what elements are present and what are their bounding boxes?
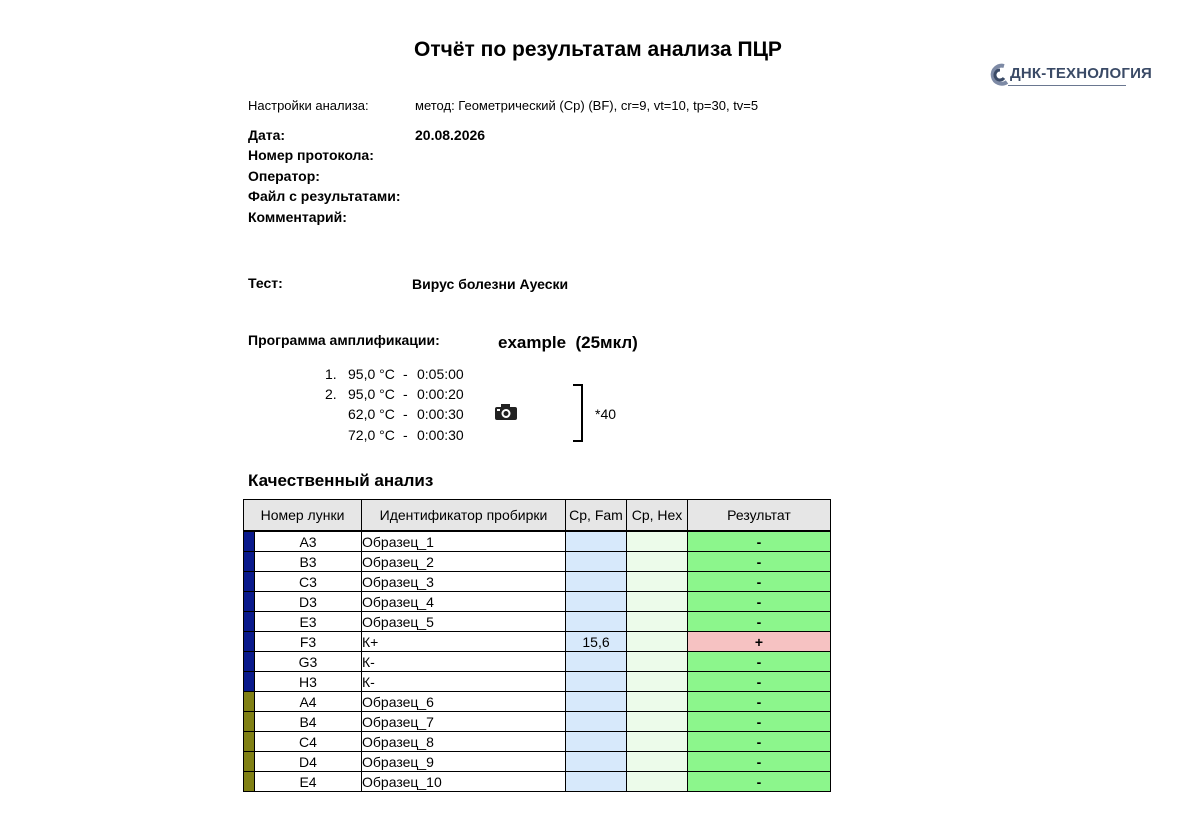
group-marker <box>244 712 255 732</box>
step-temperature: 62,0 °С <box>348 406 395 422</box>
cp-hex-cell <box>627 612 688 632</box>
well-cell: F3 <box>255 632 362 652</box>
section-title: Качественный анализ <box>248 471 434 490</box>
result-cell: - <box>688 732 831 752</box>
settings-label: Настройки анализа: <box>248 98 369 113</box>
step-time: 0:00:30 <box>417 406 464 422</box>
result-cell: - <box>688 752 831 772</box>
header-cp-fam: Cp, Fam <box>566 500 627 532</box>
step-dash: - <box>403 427 408 443</box>
step-temperature: 72,0 °С <box>348 427 395 443</box>
step-dash: - <box>403 386 408 402</box>
result-cell: - <box>688 692 831 712</box>
cp-hex-cell <box>627 732 688 752</box>
well-cell: E4 <box>255 772 362 792</box>
date-value: 20.08.2026 <box>415 127 486 143</box>
result-cell: - <box>688 552 831 572</box>
result-cell: - <box>688 672 831 692</box>
well-cell: B4 <box>255 712 362 732</box>
table-header-row <box>244 500 831 532</box>
header-tube-id: Идентификатор пробирки <box>362 500 566 532</box>
program-label: Программа амплификации: <box>248 332 440 348</box>
logo-text: ДНК-ТЕХНОЛОГИЯ <box>1010 65 1153 82</box>
tube-id-cell: Образец_8 <box>362 732 566 752</box>
table-row <box>244 572 831 592</box>
result-cell: + <box>688 632 831 652</box>
cp-hex-cell <box>627 652 688 672</box>
cp-hex-cell <box>627 772 688 792</box>
table-row <box>244 672 831 692</box>
tube-id-cell: Образец_1 <box>362 531 566 552</box>
well-cell: C4 <box>255 732 362 752</box>
well-cell: C3 <box>255 572 362 592</box>
tube-id-cell: Образец_5 <box>362 612 566 632</box>
logo-underline <box>1008 85 1126 86</box>
group-marker <box>244 612 255 632</box>
cp-fam-cell <box>566 612 627 632</box>
cp-fam-cell <box>566 592 627 612</box>
cp-fam-cell <box>566 552 627 572</box>
step-time: 0:00:30 <box>417 427 464 443</box>
result-cell: - <box>688 572 831 592</box>
well-cell: B3 <box>255 552 362 572</box>
test-value: Вирус болезни Ауески <box>412 276 569 292</box>
group-marker <box>244 531 255 552</box>
company-logo <box>988 60 1153 90</box>
cp-fam-cell: 15,6 <box>566 632 627 652</box>
cp-hex-cell <box>627 552 688 572</box>
camera-icon <box>494 402 518 422</box>
header-result: Результат <box>688 500 831 532</box>
step-dash: - <box>403 366 408 382</box>
cp-fam-cell <box>566 772 627 792</box>
group-marker <box>244 572 255 592</box>
cp-hex-cell <box>627 712 688 732</box>
group-marker <box>244 632 255 652</box>
step-time: 0:00:20 <box>417 386 464 402</box>
table-row <box>244 692 831 712</box>
group-marker <box>244 652 255 672</box>
header-cp-hex: Cp, Hex <box>627 500 688 532</box>
tube-id-cell: Образец_6 <box>362 692 566 712</box>
cp-fam-cell <box>566 531 627 552</box>
step-time: 0:05:00 <box>417 366 464 382</box>
well-cell: A4 <box>255 692 362 712</box>
step-number: 2. <box>325 386 337 402</box>
tube-id-cell: К+ <box>362 632 566 652</box>
result-cell: - <box>688 652 831 672</box>
tube-id-cell: Образец_10 <box>362 772 566 792</box>
result-cell: - <box>688 612 831 632</box>
header-well: Номер лунки <box>244 500 362 532</box>
date-label: Дата: <box>248 127 286 143</box>
step-temperature: 95,0 °С <box>348 386 395 402</box>
cp-hex-cell <box>627 572 688 592</box>
settings-value: метод: Геометрический (Cp) (BF), cr=9, vt=10, tp=30, tv=5 <box>415 98 759 113</box>
cp-fam-cell <box>566 672 627 692</box>
well-cell: A3 <box>255 531 362 552</box>
program-value: example (25мкл) <box>498 333 638 352</box>
report-title: Отчёт по результатам анализа ПЦР <box>414 38 782 61</box>
cycle-bracket <box>573 384 583 442</box>
well-cell: E3 <box>255 612 362 632</box>
cp-hex-cell <box>627 672 688 692</box>
tube-id-cell: К- <box>362 672 566 692</box>
tube-id-cell: Образец_3 <box>362 572 566 592</box>
cp-fam-cell <box>566 712 627 732</box>
results-table <box>243 499 831 792</box>
table-row <box>244 752 831 772</box>
result-cell: - <box>688 592 831 612</box>
table-row <box>244 592 831 612</box>
table-row <box>244 712 831 732</box>
cp-hex-cell <box>627 592 688 612</box>
well-cell: D3 <box>255 592 362 612</box>
group-marker <box>244 692 255 712</box>
protocol-label: Номер протокола: <box>248 147 374 163</box>
file-label: Файл с результатами: <box>248 188 401 204</box>
well-cell: G3 <box>255 652 362 672</box>
cp-fam-cell <box>566 572 627 592</box>
cp-hex-cell <box>627 632 688 652</box>
table-row <box>244 732 831 752</box>
table-row <box>244 652 831 672</box>
result-cell: - <box>688 772 831 792</box>
cycle-count: *40 <box>595 406 617 422</box>
step-dash: - <box>403 406 408 422</box>
group-marker <box>244 732 255 752</box>
step-number: 1. <box>325 366 337 382</box>
tube-id-cell: К- <box>362 652 566 672</box>
table-row <box>244 772 831 792</box>
operator-label: Оператор: <box>248 168 320 184</box>
cp-fam-cell <box>566 692 627 712</box>
cp-hex-cell <box>627 752 688 772</box>
tube-id-cell: Образец_2 <box>362 552 566 572</box>
group-marker <box>244 592 255 612</box>
group-marker <box>244 752 255 772</box>
well-cell: D4 <box>255 752 362 772</box>
well-cell: H3 <box>255 672 362 692</box>
tube-id-cell: Образец_4 <box>362 592 566 612</box>
group-marker <box>244 672 255 692</box>
cp-fam-cell <box>566 752 627 772</box>
table-row <box>244 612 831 632</box>
cp-fam-cell <box>566 732 627 752</box>
cp-fam-cell <box>566 652 627 672</box>
group-marker <box>244 772 255 792</box>
table-row <box>244 531 831 552</box>
cp-hex-cell <box>627 692 688 712</box>
step-temperature: 95,0 °С <box>348 366 395 382</box>
cp-hex-cell <box>627 531 688 552</box>
tube-id-cell: Образец_7 <box>362 712 566 732</box>
table-row <box>244 632 831 652</box>
result-cell: - <box>688 531 831 552</box>
tube-id-cell: Образец_9 <box>362 752 566 772</box>
result-cell: - <box>688 712 831 732</box>
comment-label: Комментарий: <box>248 209 347 225</box>
test-label: Тест: <box>248 275 283 291</box>
group-marker <box>244 552 255 572</box>
table-row <box>244 552 831 572</box>
